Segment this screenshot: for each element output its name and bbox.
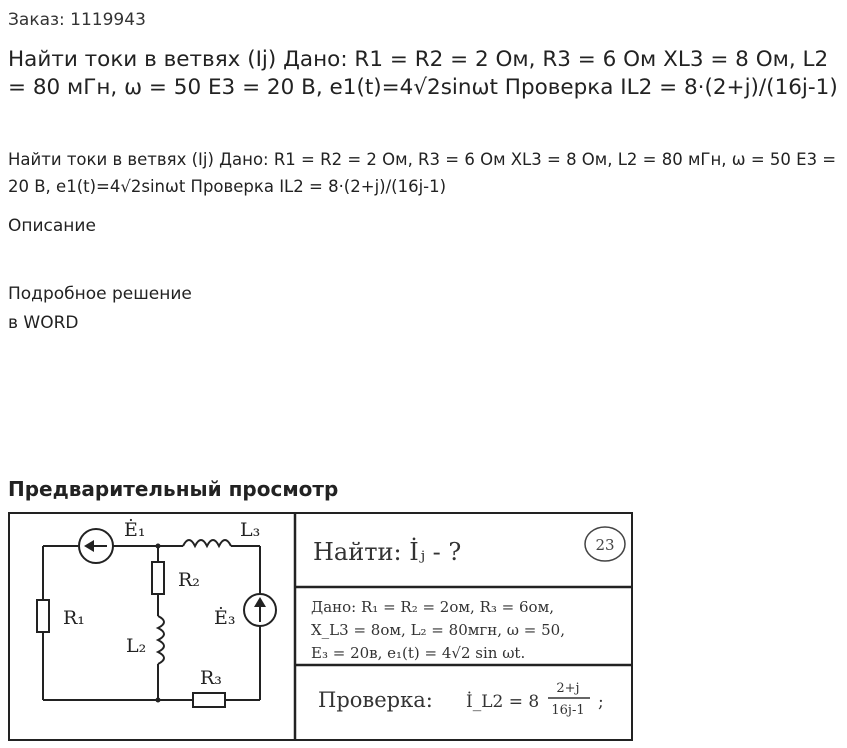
order-number: Заказ: 1119943: [8, 10, 146, 30]
label-l2: L₂: [126, 635, 147, 657]
task-number: 23: [595, 536, 615, 554]
description-text: Найти токи в ветвях (Ij) Дано: R1 = R2 = 2 Ом, R3 = 6 Ом XL3 = 8 Ом, L2 = 80 мГн, ω = 50 E3 = 20 В, e1(t)=4√2sinωt Проверка IL2 = 8·(2+j)/(16j-1): [8, 150, 837, 196]
task-given-2: X_L3 = 8ом, L₂ = 80мгн, ω = 50,: [311, 621, 565, 639]
preview-image: [8, 512, 634, 742]
detail-note: [8, 280, 192, 338]
detail-line-2: в WORD: [8, 313, 79, 333]
label-l3: L₃: [240, 519, 261, 541]
task-given-3: E₃ = 20в, e₁(t) = 4√2 sin ωt.: [311, 644, 526, 662]
task-check-den: 16j-1: [551, 703, 585, 718]
label-e3: Ė₃: [214, 607, 236, 629]
page-title: Найти токи в ветвях (Ij) Дано: R1 = R2 = 2 Ом, R3 = 6 Ом XL3 = 8 Ом, L2 = 80 мГн, ω = 50 E3 = 20 В, e1(t)=4√2sinωt Проверка IL2 = 8·(2+j)/(16j-1): [8, 47, 838, 100]
task-check-var: İ_L2 = 8: [466, 692, 540, 712]
label-r3: R₃: [200, 667, 222, 689]
label-r1: R₁: [63, 607, 85, 629]
task-check-label: Проверка:: [318, 688, 433, 712]
task-check-end: ;: [598, 692, 604, 712]
label-e1: Ė₁: [124, 519, 146, 541]
preview-scan: [8, 512, 634, 742]
preview-heading: Предварительный просмотр: [8, 477, 339, 501]
detail-line-1: Подробное решение: [8, 284, 192, 304]
label-r2: R₂: [178, 569, 200, 591]
task-given-1: Дано: R₁ = R₂ = 2ом, R₃ = 6ом,: [311, 598, 555, 616]
task-find: Найти: İⱼ - ?: [313, 538, 462, 566]
description-label: Описание: [8, 216, 96, 236]
task-check-num: 2+j: [556, 681, 580, 696]
